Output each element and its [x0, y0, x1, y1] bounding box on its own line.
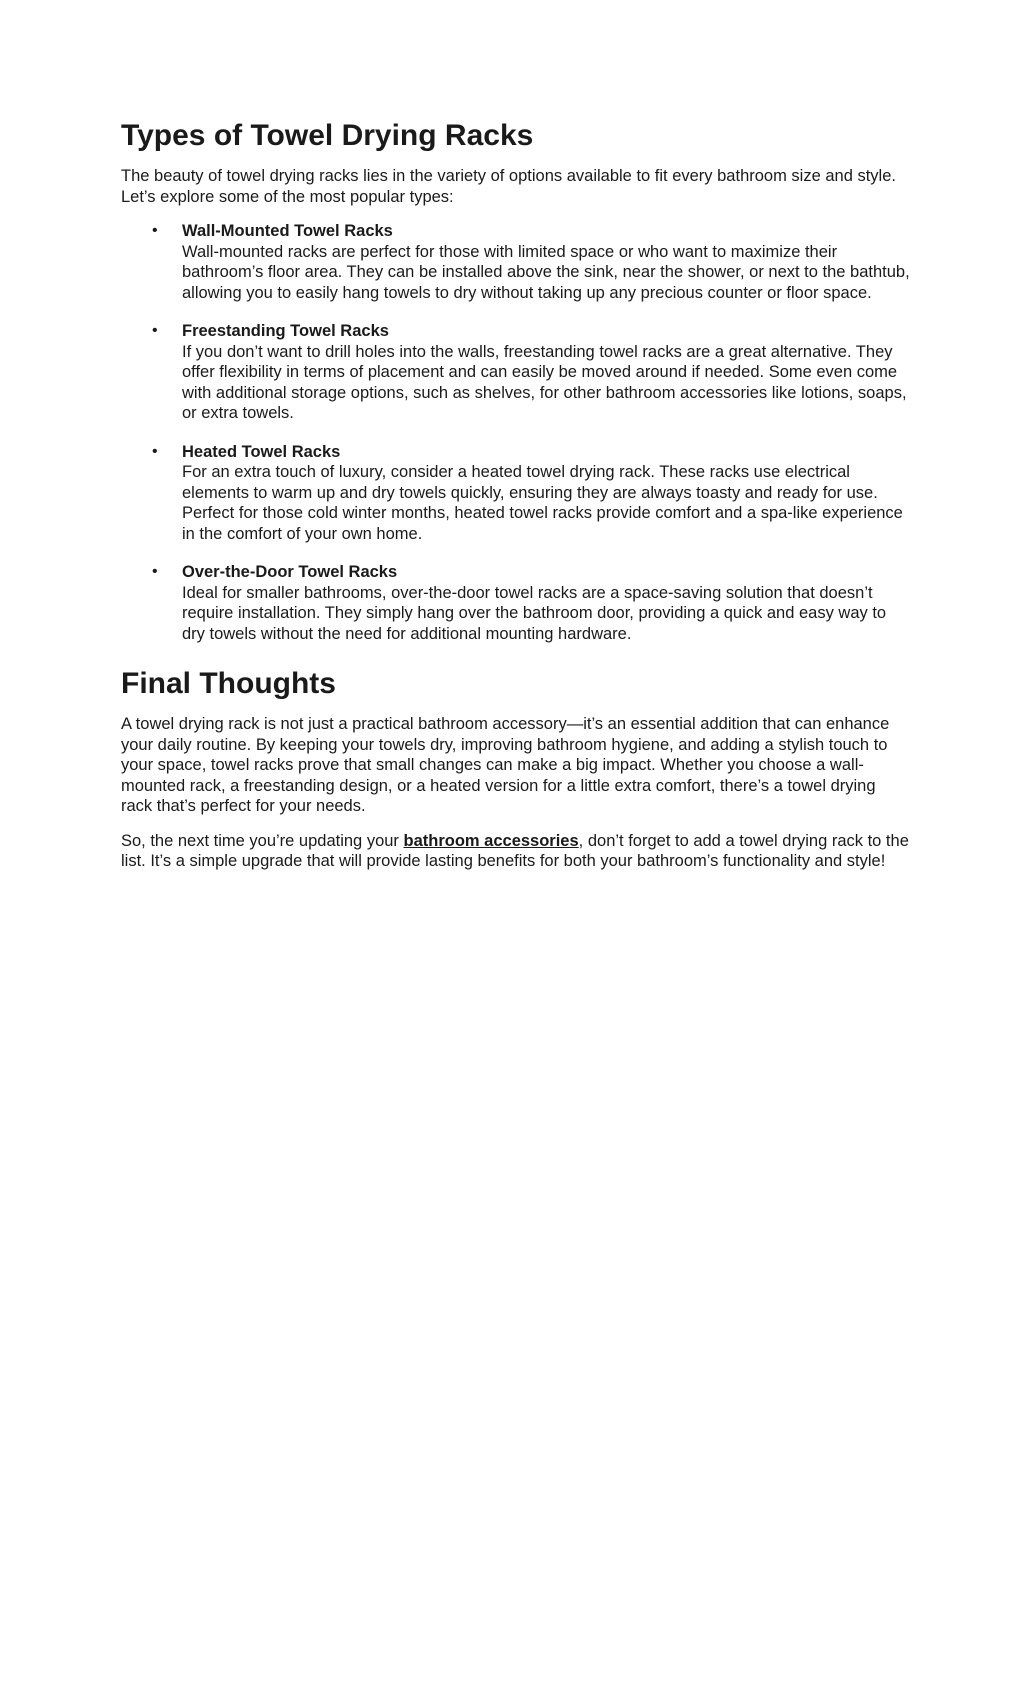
list-item-over-the-door	[121, 562, 911, 644]
list-item-freestanding	[121, 321, 911, 424]
intro-paragraph: The beauty of towel drying racks lies in the variety of options available to fit every bathroom size and style. Let’s explore some of the most popular types:	[121, 167, 896, 206]
list-item-text: For an extra touch of luxury, consider a heated towel drying rack. These racks use electrical elements to warm up and dry towels quickly, ensuring they are always toasty and ready for use. Perfect for those cold winter months, heated towel racks provide comfort and a spa-like experience in the comfort of your own home.	[182, 463, 903, 543]
final-paragraph-2	[121, 831, 911, 872]
list-item-heated	[121, 442, 911, 545]
list-item-title: Freestanding Towel Racks	[182, 322, 389, 340]
list-item-text: Ideal for smaller bathrooms, over-the-door towel racks are a space-saving solution that doesn’t require installation. They simply hang over the bathroom door, providing a quick and easy way to dry towels without the need for additional mounting hardware.	[182, 583, 887, 643]
section-heading-final-thoughts: Final Thoughts	[121, 667, 336, 700]
section-heading-types: Types of Towel Drying Racks	[121, 119, 534, 152]
list-item-title: Over-the-Door Towel Racks	[182, 563, 398, 581]
list-item-text: If you don’t want to drill holes into the walls, freestanding towel racks are a great alternative. They offer flexibility in terms of placement and can easily be moved around if needed. Some even come with additional storage options, such as shelves, for other bathroom accessories like lotions, soaps, or extra towels.	[182, 342, 907, 422]
list-item-wall-mounted	[121, 221, 911, 303]
rack-types-list	[121, 221, 911, 644]
paragraph-text-before-link: So, the next time you’re updating your	[121, 831, 404, 850]
list-item-title: Wall-Mounted Towel Racks	[182, 222, 393, 240]
bullet-icon: •	[152, 563, 158, 580]
list-item-text: Wall-mounted racks are perfect for those with limited space or who want to maximize their bathroom’s floor area. They can be installed above the sink, near the shower, or next to the bathtub, allowing you to easily hang towels to dry without taking up any precious counter or floor space.	[182, 242, 910, 302]
final-paragraph-1: A towel drying rack is not just a practical bathroom accessory—it’s an essential addition that can enhance your daily routine. By keeping your towels dry, improving bathroom hygiene, and adding a stylish touch to your space, towel racks prove that small changes can make a big impact. Whether you choose a wall-mounted rack, a freestanding design, or a heated version for a little extra comfort, there’s a towel drying rack that’s perfect for your needs.	[121, 715, 890, 815]
bullet-icon: •	[152, 222, 158, 239]
bullet-icon: •	[152, 442, 158, 460]
bathroom-accessories-link[interactable]: bathroom accessories	[403, 831, 579, 850]
bullet-icon: •	[152, 322, 158, 339]
paragraph-text-after-link: , don’t forget to add a towel drying rack to the list. It’s a simple upgrade that will provide lasting benefits for both your bathroom’s functionality and style!	[121, 831, 909, 870]
list-item-title: Heated Towel Racks	[182, 442, 341, 461]
article-content	[121, 118, 911, 886]
